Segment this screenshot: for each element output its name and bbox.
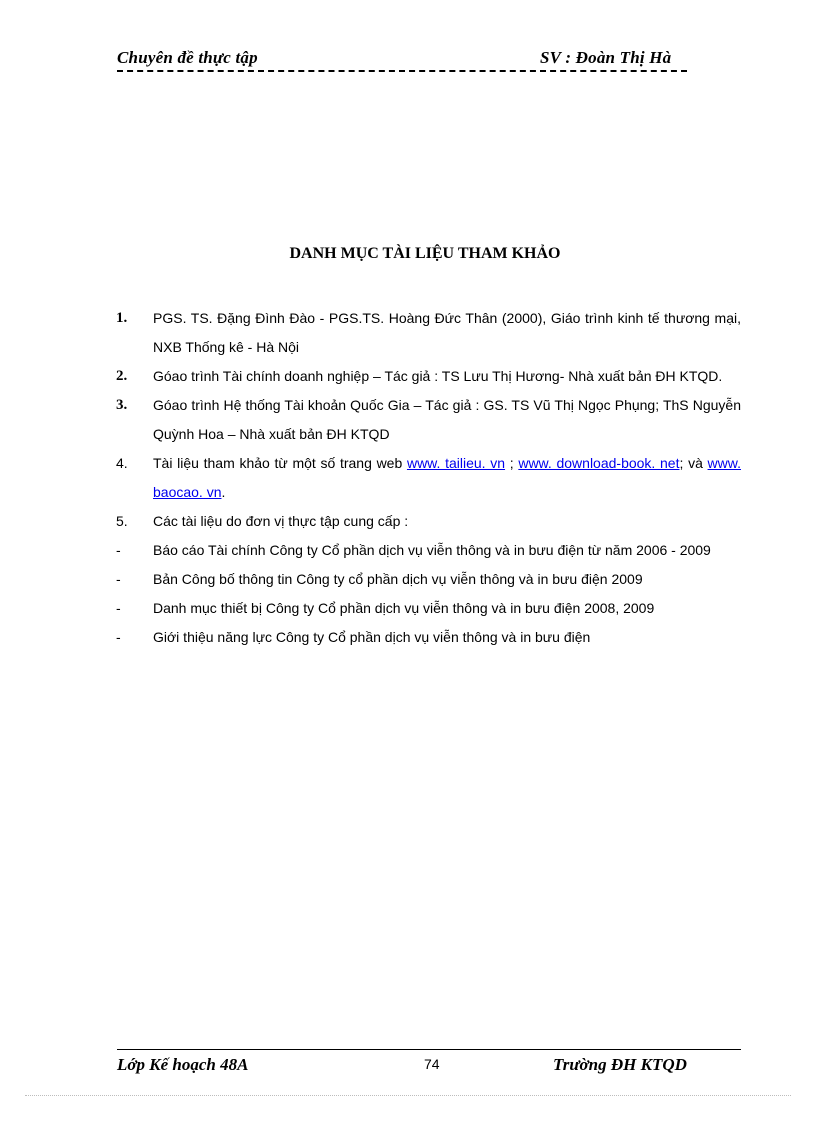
sentence-end: . xyxy=(221,484,226,500)
list-item xyxy=(116,304,741,362)
web-ref-intro: Tài liệu tham khảo từ một số trang web xyxy=(153,455,407,471)
list-item xyxy=(116,623,741,652)
list-item-text: Góao trình Tài chính doanh nghiệp – Tác giả : TS Lưu Thị Hương- Nhà xuất bản ĐH KTQD. xyxy=(153,368,723,384)
header-left-title: Chuyên đề thực tập xyxy=(117,48,258,67)
list-item-text xyxy=(153,449,741,507)
page-number: 74 xyxy=(424,1056,440,1072)
list-marker: 2. xyxy=(116,368,128,384)
list-marker: 3. xyxy=(116,397,128,413)
list-item-text: PGS. TS. Đặng Đình Đào - PGS.TS. Hoàng Đức Thân (2000), Giáo trình kinh tế thương mại, NXB Thống kê - Hà Nội xyxy=(153,310,741,355)
link-baocao[interactable]: www. baocao. vn xyxy=(153,455,741,500)
list-marker: - xyxy=(116,571,121,587)
link-tailieu[interactable]: www. tailieu. vn xyxy=(406,455,506,471)
page-bottom-border xyxy=(25,1095,791,1096)
list-item-text: Báo cáo Tài chính Công ty Cổ phần dịch vụ viễn thông và in bưu điện từ năm 2006 - 2009 xyxy=(153,542,711,558)
list-item xyxy=(116,391,741,449)
list-item xyxy=(116,594,741,623)
list-item-text: Góao trình Hệ thống Tài khoản Quốc Gia – Tác giả : GS. TS Vũ Thị Ngọc Phụng; ThS Nguyễn Quỳnh Hoa – Nhà xuất bản ĐH KTQD xyxy=(153,397,741,442)
footer-university: Trường ĐH KTQD xyxy=(553,1055,687,1074)
link-separator: ; xyxy=(505,455,519,471)
list-item xyxy=(116,536,741,565)
list-marker: - xyxy=(116,629,121,645)
list-marker: 4. xyxy=(116,455,128,471)
list-item xyxy=(116,507,741,536)
reference-list xyxy=(116,304,741,652)
link-download-book[interactable]: www. download-book. net xyxy=(518,455,680,471)
header-student-name: SV : Đoàn Thị Hà xyxy=(540,48,672,67)
list-item xyxy=(116,362,741,391)
list-marker: - xyxy=(116,542,121,558)
list-item xyxy=(116,449,741,507)
footer-divider xyxy=(117,1049,741,1050)
list-item-text: Bản Công bố thông tin Công ty cổ phần dịch vụ viễn thông và in bưu điện 2009 xyxy=(153,571,643,587)
list-marker: 1. xyxy=(116,310,128,326)
list-item xyxy=(116,565,741,594)
link-separator: ; và xyxy=(679,455,708,471)
page-title: DANH MỤC TÀI LIỆU THAM KHẢO xyxy=(289,245,561,262)
footer-class-name: Lớp Kế hoạch 48A xyxy=(117,1055,249,1074)
list-item-text: Giới thiệu năng lực Công ty Cổ phần dịch vụ viễn thông và in bưu điện xyxy=(153,629,591,645)
list-item-text: Các tài liệu do đơn vị thực tập cung cấp : xyxy=(153,513,409,529)
list-item-text: Danh mục thiết bị Công ty Cổ phần dịch vụ viễn thông và in bưu điện 2008, 2009 xyxy=(153,600,655,616)
list-marker: - xyxy=(116,600,121,616)
header-divider xyxy=(117,70,687,72)
list-marker: 5. xyxy=(116,513,128,529)
